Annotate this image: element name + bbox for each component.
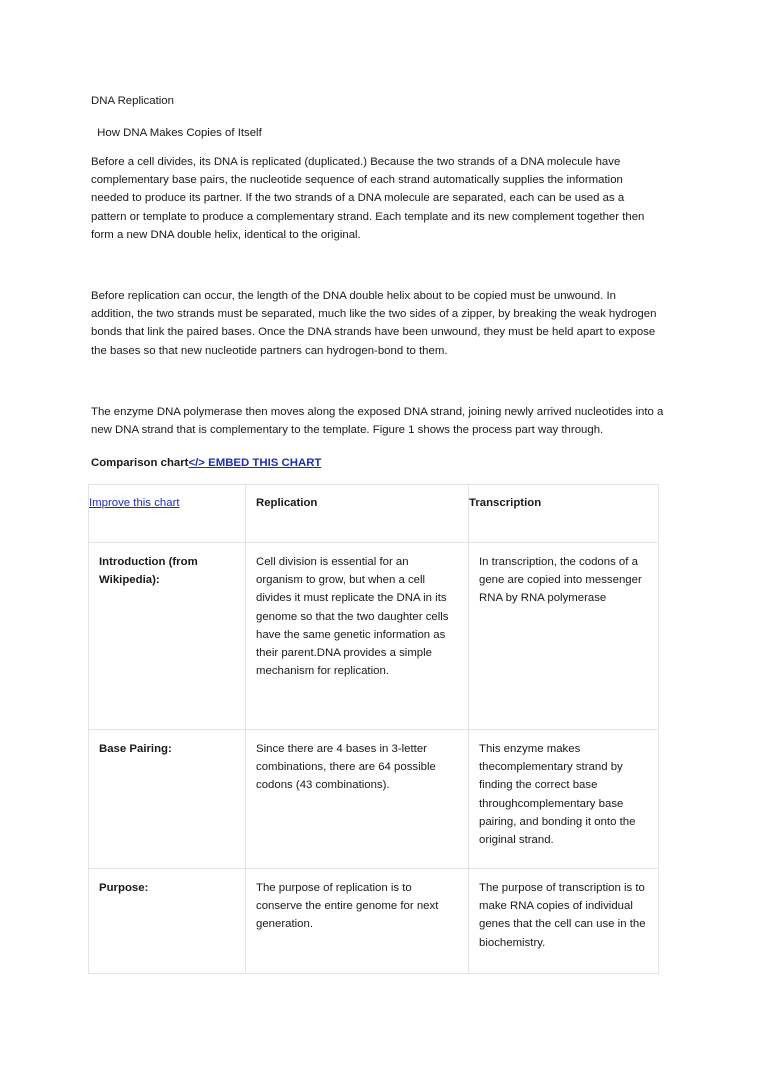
embed-chart-link[interactable]: </> EMBED THIS CHART <box>188 457 322 469</box>
replication-cell: Since there are 4 bases in 3-letter combinations, there are 64 possible codons (43 combinations). <box>246 730 469 869</box>
document-subtitle: How DNA Makes Copies of Itself <box>94 127 262 139</box>
table-header-row <box>89 485 659 543</box>
paragraph-3: The enzyme DNA polymerase then moves along the exposed DNA strand, joining newly arrived nucleotides into a new DNA strand that is complementary to the template. Figure 1 shows the process part way through. <box>91 406 664 437</box>
row-label: Base Pairing: <box>89 730 246 869</box>
transcription-cell: The purpose of transcription is to make RNA copies of individual genes that the cell can use in the biochemistry. <box>469 869 659 974</box>
replication-cell: Cell division is essential for an organism to grow, but when a cell divides it must replicate the DNA in its genome so that the two daughter cells have the same genetic information as their parent.DNA provides a simple mechanism for replication. <box>246 543 469 730</box>
header-cell-replication: Replication <box>246 485 469 543</box>
document-title: DNA Replication <box>91 95 174 107</box>
paragraph-2: Before replication can occur, the length of the DNA double helix about to be copied must be unwound. In addition, the two strands must be separated, much like the two sides of a zipper, by breaking the weak hydrogen bonds that link the paired bases. Once the DNA strands have been unwound, they must be held apart to expose the bases so that new nucleotide partners can hydrogen-bond to them. <box>91 290 657 357</box>
header-cell-transcription: Transcription <box>469 485 659 543</box>
chart-heading-label: Comparison chart <box>91 457 189 469</box>
table-row <box>89 730 659 869</box>
table-row <box>89 869 659 974</box>
header-cell-improve <box>89 485 246 543</box>
transcription-cell: This enzyme makes thecomplementary strand by finding the correct base throughcomplementary base pairing, and bonding it onto the original strand. <box>469 730 659 869</box>
replication-cell: The purpose of replication is to conserve the entire genome for next generation. <box>246 869 469 974</box>
row-label: Purpose: <box>89 869 246 974</box>
comparison-table <box>88 484 659 974</box>
transcription-cell: In transcription, the codons of a gene are copied into messenger RNA by RNA polymerase <box>469 543 659 730</box>
improve-chart-link[interactable]: Improve this chart <box>89 497 180 509</box>
table-row <box>89 543 659 730</box>
paragraph-1: Before a cell divides, its DNA is replicated (duplicated.) Because the two strands of a DNA molecule have complementary base pairs, the nucleotide sequence of each strand automatically supplies the information needed to produce its partner. If the two strands of a DNA molecule are separated, each can be used as a pattern or template to produce a complementary strand. Each template and its new complement together then form a new DNA double helix, identical to the original. <box>91 156 645 241</box>
row-label: Introduction (from Wikipedia): <box>89 543 246 730</box>
comparison-chart-heading <box>91 454 661 472</box>
